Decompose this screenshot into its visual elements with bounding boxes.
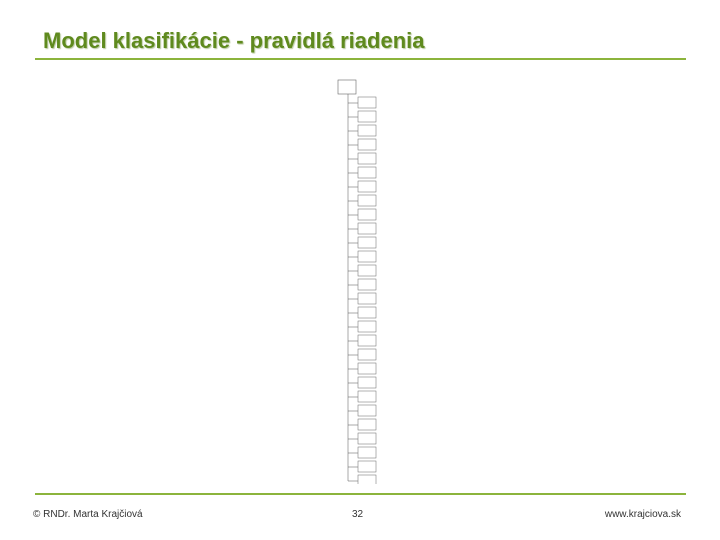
page-number: 32 [352,509,364,520]
org-box [358,335,376,346]
org-box [358,391,376,402]
org-box [358,265,376,276]
footer-author: © RNDr. Marta Krajčiová [33,509,143,520]
org-chart [330,78,390,484]
org-box [358,307,376,318]
org-box [358,181,376,192]
org-box [358,419,376,430]
org-box [358,195,376,206]
org-box [358,223,376,234]
org-box [358,237,376,248]
org-box [358,153,376,164]
org-box [358,461,376,472]
org-box [358,111,376,122]
org-box [358,433,376,444]
org-box [358,377,376,388]
org-box [358,279,376,290]
org-box [358,475,376,484]
org-root-box [338,80,356,94]
title-underline [35,58,686,60]
footer-divider [35,493,686,495]
org-box [358,447,376,458]
org-box [358,293,376,304]
org-box [358,167,376,178]
org-box [358,209,376,220]
org-box [358,139,376,150]
org-box [358,321,376,332]
org-box [358,97,376,108]
org-box [358,125,376,136]
org-box [358,405,376,416]
footer-website: www.krajciova.sk [604,509,681,520]
org-box [358,251,376,262]
slide-title: Model klasifikácie - pravidlá riadenia [43,28,425,53]
org-box [358,363,376,374]
org-box [358,349,376,360]
